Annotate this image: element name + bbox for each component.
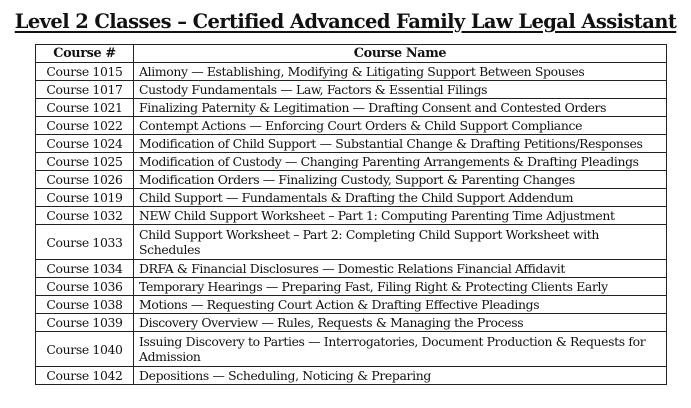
course-number: Course 1024 (36, 135, 134, 153)
course-name: Child Support Worksheet – Part 2: Completing Child Support Worksheet with Schedules (134, 225, 667, 260)
course-number: Course 1026 (36, 171, 134, 189)
table-row (36, 63, 667, 81)
course-name: Alimony — Establishing, Modifying & Litigating Support Between Spouses (134, 63, 667, 81)
table-row (36, 296, 667, 314)
table-row (36, 332, 667, 367)
course-number: Course 1039 (36, 314, 134, 332)
course-name: Depositions — Scheduling, Noticing & Preparing (134, 367, 667, 385)
table-row (36, 207, 667, 225)
table-row (36, 225, 667, 260)
table-row (36, 314, 667, 332)
course-number: Course 1015 (36, 63, 134, 81)
course-number: Course 1017 (36, 81, 134, 99)
page-title: Level 2 Classes – Certified Advanced Family Law Legal Assistant (14, 10, 677, 33)
course-number: Course 1022 (36, 117, 134, 135)
course-name: Modification of Child Support — Substantial Change & Drafting Petitions/Responses (134, 135, 667, 153)
table-row (36, 81, 667, 99)
table-row (36, 260, 667, 278)
table-row (36, 153, 667, 171)
course-number: Course 1038 (36, 296, 134, 314)
course-name: Discovery Overview — Rules, Requests & Managing the Process (134, 314, 667, 332)
course-number: Course 1036 (36, 278, 134, 296)
table-row (36, 99, 667, 117)
table-row (36, 278, 667, 296)
course-name: NEW Child Support Worksheet – Part 1: Computing Parenting Time Adjustment (134, 207, 667, 225)
course-name: Custody Fundamentals — Law, Factors & Essential Filings (134, 81, 667, 99)
course-number: Course 1032 (36, 207, 134, 225)
table-row (36, 135, 667, 153)
course-name: DRFA & Financial Disclosures — Domestic Relations Financial Affidavit (134, 260, 667, 278)
column-header-course-number: Course # (36, 45, 134, 63)
course-name: Motions — Requesting Court Action & Drafting Effective Pleadings (134, 296, 667, 314)
course-number: Course 1034 (36, 260, 134, 278)
column-header-course-name: Course Name (134, 45, 667, 63)
course-name: Finalizing Paternity & Legitimation — Drafting Consent and Contested Orders (134, 99, 667, 117)
course-number: Course 1042 (36, 367, 134, 385)
course-name: Temporary Hearings — Preparing Fast, Filing Right & Protecting Clients Early (134, 278, 667, 296)
course-name: Modification Orders — Finalizing Custody, Support & Parenting Changes (134, 171, 667, 189)
course-number: Course 1033 (36, 225, 134, 260)
course-number: Course 1025 (36, 153, 134, 171)
course-name: Modification of Custody — Changing Parenting Arrangements & Drafting Pleadings (134, 153, 667, 171)
course-name: Issuing Discovery to Parties — Interrogatories, Document Production & Requests for Admission (134, 332, 667, 367)
course-number: Course 1040 (36, 332, 134, 367)
course-name: Child Support — Fundamentals & Drafting the Child Support Addendum (134, 189, 667, 207)
course-table (35, 44, 667, 385)
table-row (36, 171, 667, 189)
course-number: Course 1019 (36, 189, 134, 207)
course-number: Course 1021 (36, 99, 134, 117)
table-header-row (36, 45, 667, 63)
table-row (36, 367, 667, 385)
table-row (36, 117, 667, 135)
course-name: Contempt Actions — Enforcing Court Orders & Child Support Compliance (134, 117, 667, 135)
table-row (36, 189, 667, 207)
